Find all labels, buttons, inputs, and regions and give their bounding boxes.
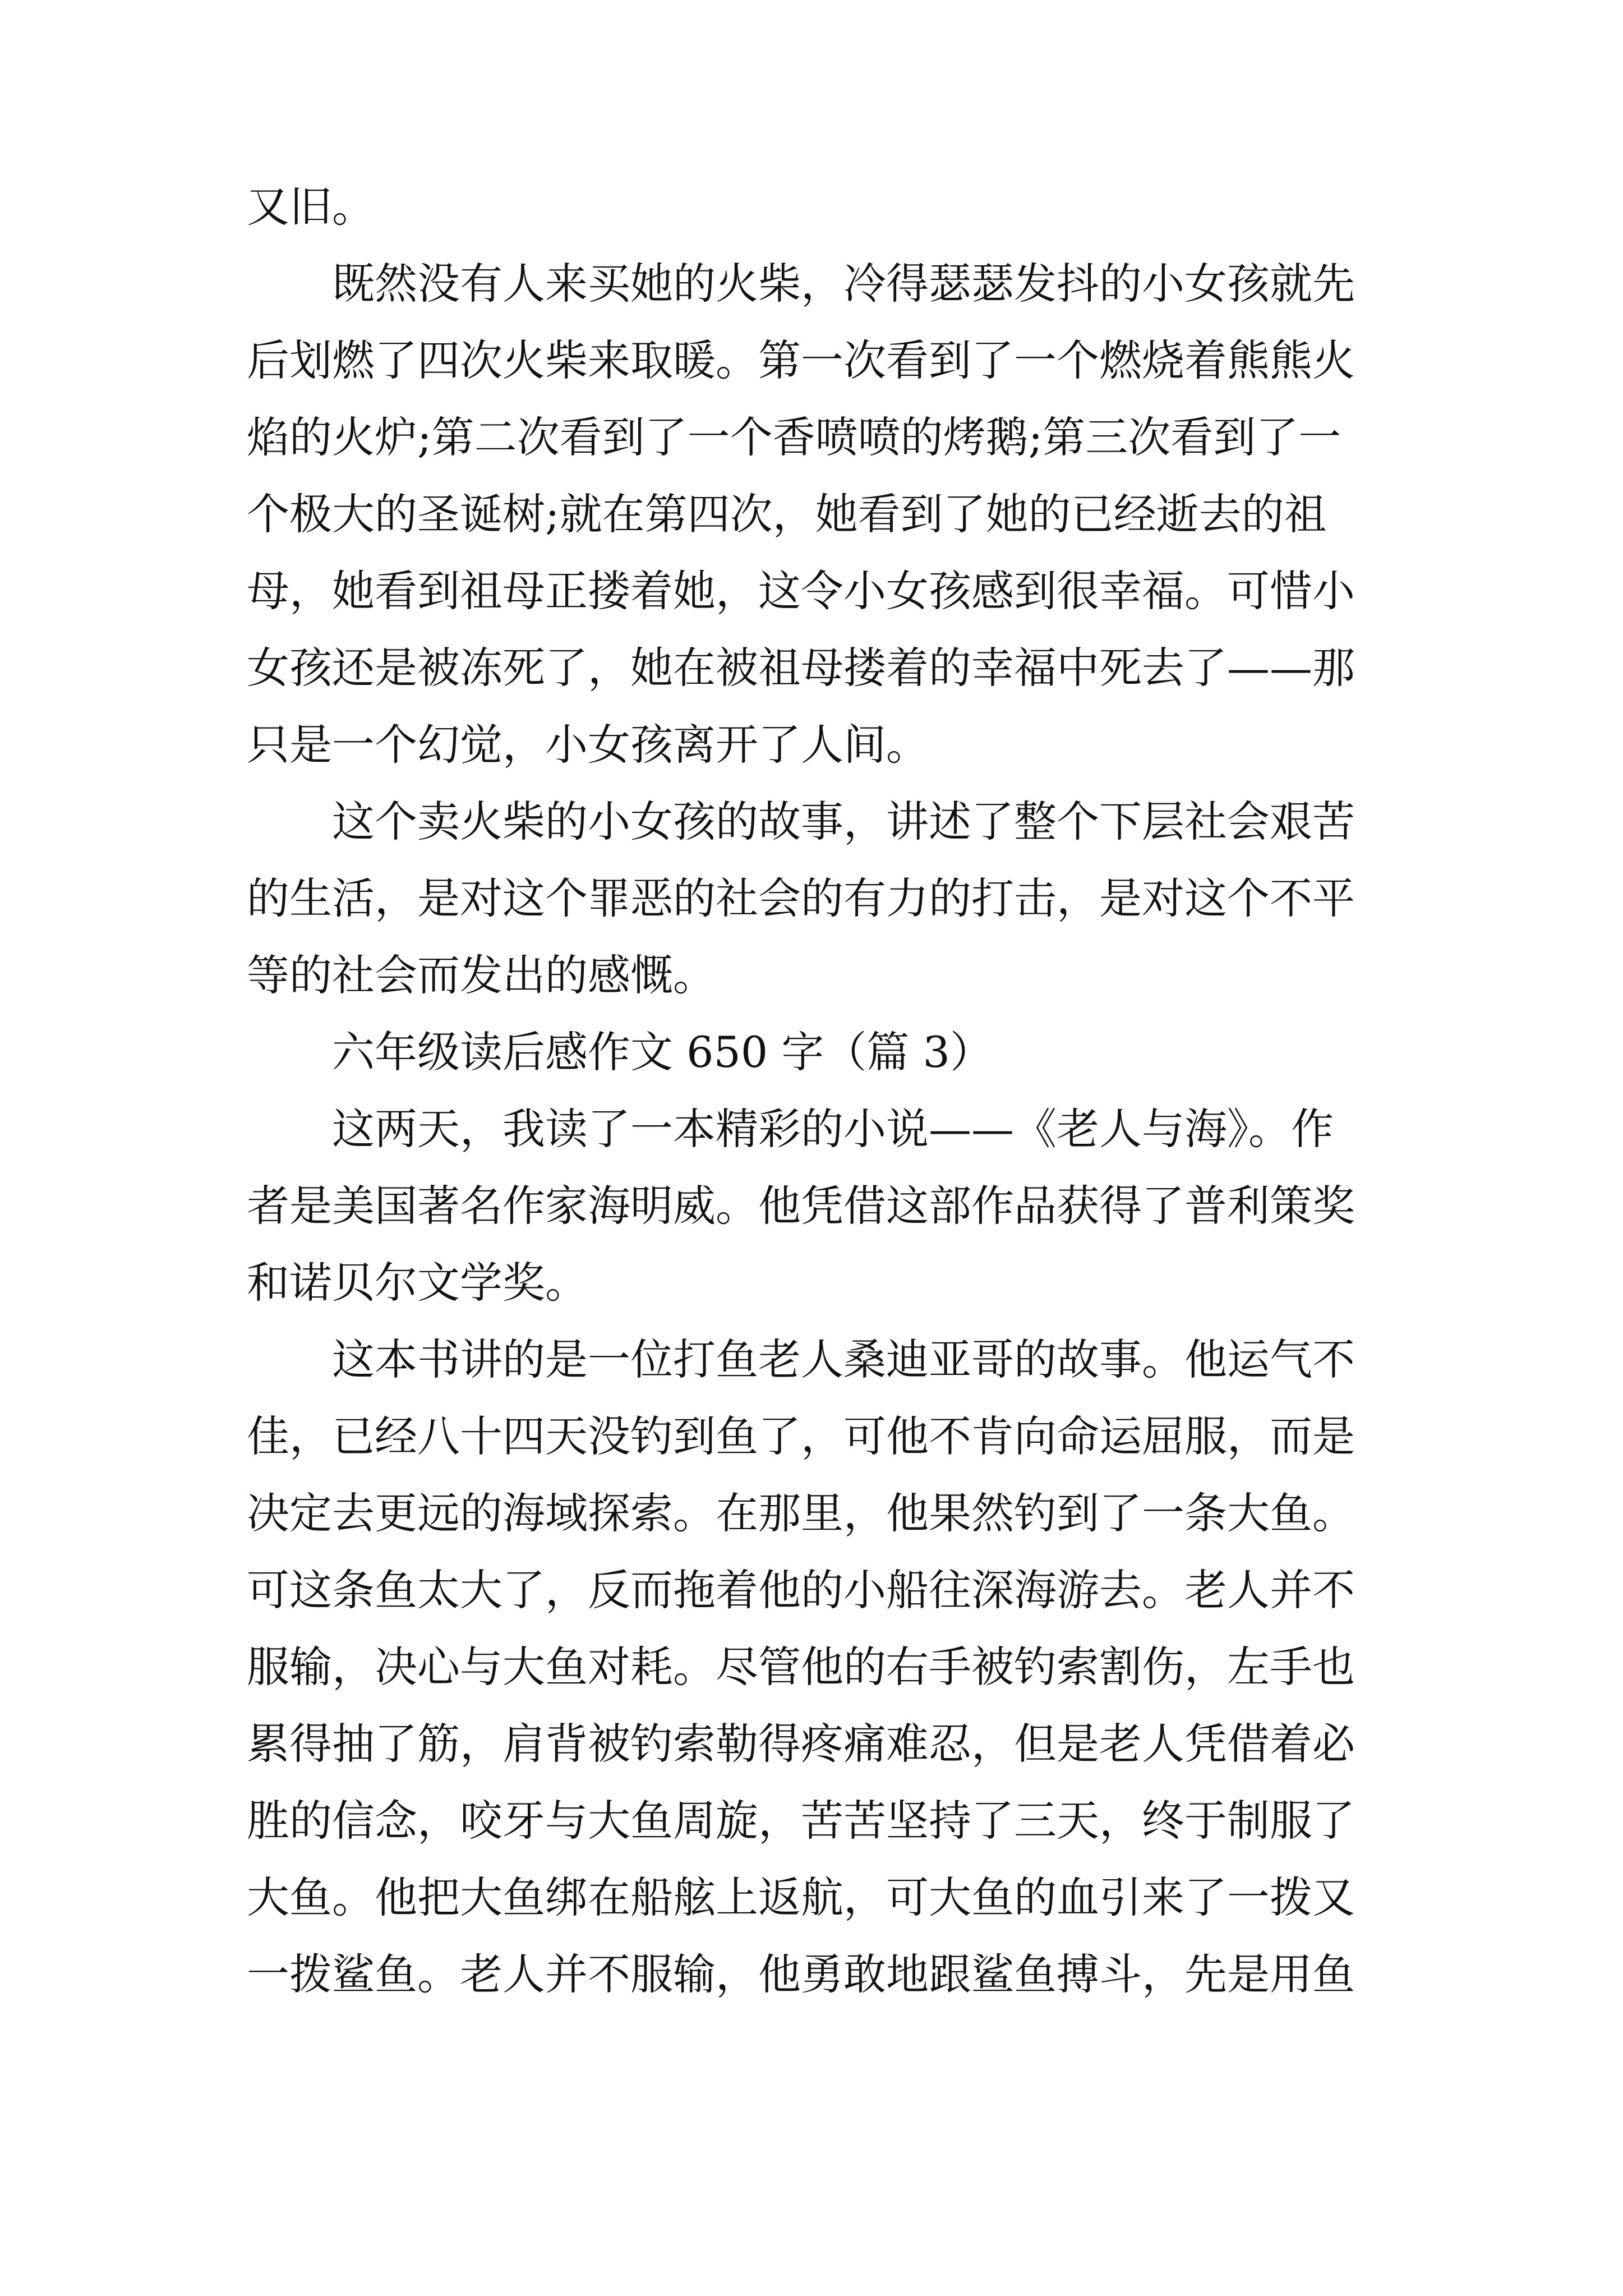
paragraph-line: 既然没有人来买她的火柴，冷得瑟瑟发抖的小女孩就先 bbox=[332, 259, 1355, 309]
paragraph-line: 这本书讲的是一位打鱼老人桑迪亚哥的故事。他运气不 bbox=[332, 1335, 1355, 1384]
paragraph-line: 后划燃了四次火柴来取暖。第一次看到了一个燃烧着熊熊火 bbox=[247, 335, 1355, 385]
paragraph-line: 者是美国著名作家海明威。他凭借这部作品获得了普利策奖 bbox=[247, 1181, 1355, 1231]
paragraph-line: 的生活，是对这个罪恶的社会的有力的打击，是对这个不平 bbox=[247, 873, 1355, 923]
paragraph-line: 服输，决心与大鱼对耗。尽管他的右手被钓索割伤，左手也 bbox=[247, 1642, 1355, 1692]
paragraph-line: 大鱼。他把大鱼绑在船舷上返航，可大鱼的血引来了一拨又 bbox=[247, 1872, 1355, 1922]
paragraph-line: 女孩还是被冻死了，她在被祖母搂着的幸福中死去了——那 bbox=[247, 643, 1355, 693]
document-body bbox=[247, 168, 1391, 2013]
paragraph-line: 胜的信念，咬牙与大鱼周旋，苦苦坚持了三天，终于制服了 bbox=[247, 1796, 1355, 1846]
paragraph-line: 这两天，我读了一本精彩的小说——《老人与海》。作 bbox=[332, 1104, 1334, 1154]
paragraph-line: 佳，已经八十四天没钓到鱼了，可他不肯向命运屈服，而是 bbox=[247, 1411, 1355, 1461]
paragraph-line: 焰的火炉;第二次看到了一个香喷喷的烤鹅;第三次看到了一 bbox=[247, 412, 1341, 462]
paragraph-line: 等的社会而发出的感慨。 bbox=[247, 950, 716, 1000]
paragraph-line: 母，她看到祖母正搂着她，这令小女孩感到很幸福。可惜小 bbox=[247, 566, 1355, 616]
paragraph-line: 又旧。 bbox=[247, 182, 375, 232]
paragraph-line: 和诺贝尔文学奖。 bbox=[247, 1258, 588, 1308]
paragraph-line: 只是一个幻觉，小女孩离开了人间。 bbox=[247, 720, 929, 770]
paragraph-line: 一拨鲨鱼。老人并不服输，他勇敢地跟鲨鱼搏斗，先是用鱼 bbox=[247, 1949, 1355, 1999]
paragraph-line: 累得抽了筋，肩背被钓索勒得疼痛难忍，但是老人凭借着必 bbox=[247, 1719, 1355, 1769]
paragraph-line: 可这条鱼太大了，反而拖着他的小船往深海游去。老人并不 bbox=[247, 1565, 1355, 1615]
paragraph-line: 个极大的圣诞树;就在第四次，她看到了她的已经逝去的祖 bbox=[247, 489, 1327, 539]
paragraph-line: 决定去更远的海域探索。在那里，他果然钓到了一条大鱼。 bbox=[247, 1488, 1355, 1538]
section-heading: 六年级读后感作文 650 字（篇 3） bbox=[332, 1027, 993, 1077]
paragraph-line: 这个卖火柴的小女孩的故事，讲述了整个下层社会艰苦 bbox=[332, 797, 1355, 846]
